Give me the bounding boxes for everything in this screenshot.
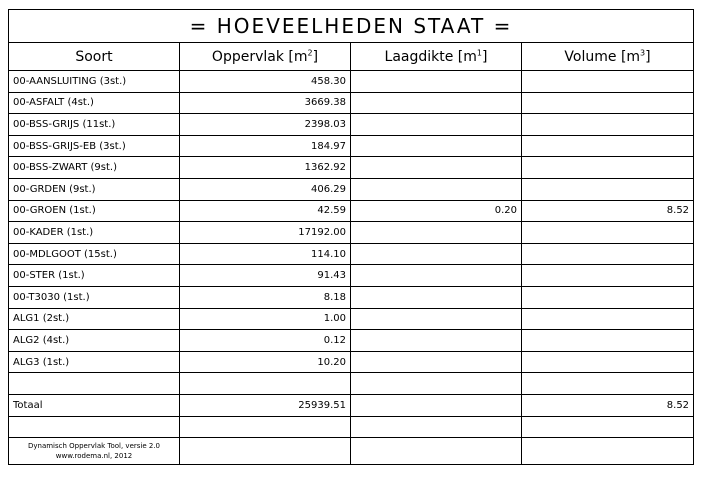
- cell-volume: [522, 243, 694, 265]
- credits-line-1: Dynamisch Oppervlak Tool, versie 2.0: [27, 442, 161, 451]
- cell-volume: [522, 135, 694, 157]
- table-row: [9, 308, 694, 330]
- table-row: [9, 135, 694, 157]
- table-row: [9, 92, 694, 114]
- cell-oppervlak: 406.29: [180, 178, 351, 200]
- footer-row: [9, 438, 694, 465]
- cell-laagdikte: [351, 135, 522, 157]
- cell-oppervlak: 1362.92: [180, 157, 351, 179]
- footer-empty-cell: [351, 438, 522, 465]
- cell-laagdikte: [351, 222, 522, 244]
- cell-oppervlak: 2398.03: [180, 114, 351, 136]
- footer-empty-cell: [180, 438, 351, 465]
- cell-oppervlak: [180, 373, 351, 395]
- credits-line-2: www.rodema.nl, 2012: [55, 452, 133, 461]
- table-row: [9, 243, 694, 265]
- cell-soort: 00-BSS-ZWART (9st.): [9, 157, 180, 179]
- cell-oppervlak: 17192.00: [180, 222, 351, 244]
- cell-volume: [522, 222, 694, 244]
- header-oppervlak: [180, 43, 351, 71]
- table-row: [9, 265, 694, 287]
- quantities-table: [8, 9, 694, 465]
- header-laagdikte: [351, 43, 522, 71]
- table-row: [9, 178, 694, 200]
- cell-soort: 00-ASFALT (4st.): [9, 92, 180, 114]
- header-volume-close: ]: [645, 48, 651, 65]
- cell-volume: 8.52: [522, 200, 694, 222]
- header-oppervlak-close: ]: [312, 48, 319, 65]
- title-row: [9, 10, 694, 43]
- cell-soort: 00-MDLGOOT (15st.): [9, 243, 180, 265]
- header-row: [9, 43, 694, 71]
- table-row: [9, 330, 694, 352]
- cell-soort: ALG1 (2st.): [9, 308, 180, 330]
- header-laagdikte-exponent: 1: [476, 47, 482, 57]
- cell-oppervlak: 184.97: [180, 135, 351, 157]
- cell-oppervlak: 91.43: [180, 265, 351, 287]
- header-volume-label: Volume [m: [564, 48, 641, 65]
- cell-laagdikte: [351, 243, 522, 265]
- cell-laagdikte: [351, 92, 522, 114]
- cell-volume: [522, 114, 694, 136]
- cell-oppervlak: 114.10: [180, 243, 351, 265]
- cell-laagdikte: [351, 308, 522, 330]
- cell-soort: 00-BSS-GRIJS-EB (3st.): [9, 135, 180, 157]
- table-row: [9, 351, 694, 373]
- cell-oppervlak: 42.59: [180, 200, 351, 222]
- footer-empty-cell: [522, 438, 694, 465]
- cell-oppervlak: 25939.51: [180, 394, 351, 416]
- cell-oppervlak: 8.18: [180, 286, 351, 308]
- cell-volume: [522, 157, 694, 179]
- cell-laagdikte: [351, 114, 522, 136]
- table-row: [9, 222, 694, 244]
- cell-laagdikte: [351, 330, 522, 352]
- cell-volume: [522, 330, 694, 352]
- blank-row: [9, 416, 694, 438]
- cell-soort: Totaal: [9, 394, 180, 416]
- cell-volume: [522, 92, 694, 114]
- cell-laagdikte: 0.20: [351, 200, 522, 222]
- cell-oppervlak: 1.00: [180, 308, 351, 330]
- cell-laagdikte: [351, 157, 522, 179]
- cell-volume: [522, 71, 694, 93]
- cell-soort: 00-GRDEN (9st.): [9, 178, 180, 200]
- cell-volume: [522, 416, 694, 438]
- total-row: [9, 394, 694, 416]
- blank-row: [9, 373, 694, 395]
- table-row: [9, 71, 694, 93]
- cell-laagdikte: [351, 394, 522, 416]
- table-row: [9, 114, 694, 136]
- header-laagdikte-close: ]: [482, 48, 488, 65]
- cell-oppervlak: [180, 416, 351, 438]
- cell-laagdikte: [351, 265, 522, 287]
- cell-soort: 00-T3030 (1st.): [9, 286, 180, 308]
- cell-laagdikte: [351, 178, 522, 200]
- cell-laagdikte: [351, 416, 522, 438]
- cell-oppervlak: 0.12: [180, 330, 351, 352]
- header-oppervlak-label: Oppervlak [m: [211, 48, 308, 65]
- table-row: [9, 286, 694, 308]
- cell-soort: ALG3 (1st.): [9, 351, 180, 373]
- cell-soort: 00-STER (1st.): [9, 265, 180, 287]
- cell-soort: 00-KADER (1st.): [9, 222, 180, 244]
- cell-volume: [522, 351, 694, 373]
- table-row: [9, 157, 694, 179]
- cell-laagdikte: [351, 71, 522, 93]
- cell-oppervlak: 3669.38: [180, 92, 351, 114]
- header-soort: [9, 43, 180, 71]
- credits-cell: [9, 438, 180, 465]
- cell-volume: [522, 178, 694, 200]
- cell-soort: 00-BSS-GRIJS (11st.): [9, 114, 180, 136]
- table-row: [9, 200, 694, 222]
- header-laagdikte-label: Laagdikte [m: [384, 48, 477, 65]
- cell-soort: [9, 373, 180, 395]
- cell-soort: ALG2 (4st.): [9, 330, 180, 352]
- cell-soort: [9, 416, 180, 438]
- table-title: = HOEVEELHEDEN STAAT =: [9, 10, 694, 43]
- cell-volume: [522, 373, 694, 395]
- header-volume-exponent: 3: [640, 47, 646, 57]
- header-oppervlak-exponent: 2: [307, 47, 313, 57]
- cell-laagdikte: [351, 286, 522, 308]
- cell-volume: [522, 286, 694, 308]
- cell-oppervlak: 10.20: [180, 351, 351, 373]
- cell-volume: [522, 308, 694, 330]
- cell-volume: [522, 265, 694, 287]
- cell-laagdikte: [351, 351, 522, 373]
- cell-soort: 00-GROEN (1st.): [9, 200, 180, 222]
- cell-volume: 8.52: [522, 394, 694, 416]
- cell-soort: 00-AANSLUITING (3st.): [9, 71, 180, 93]
- header-soort-label: Soort: [75, 48, 113, 65]
- cell-oppervlak: 458.30: [180, 71, 351, 93]
- cell-laagdikte: [351, 373, 522, 395]
- header-volume: [522, 43, 694, 71]
